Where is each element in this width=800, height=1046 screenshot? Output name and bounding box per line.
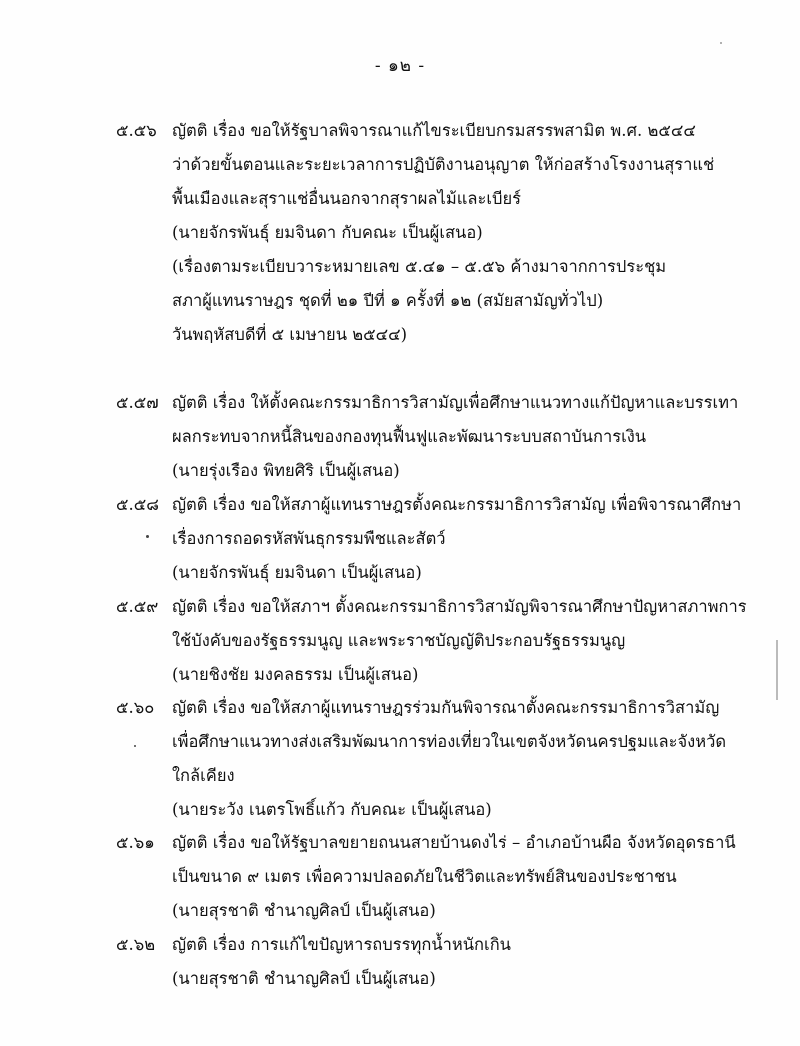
item-text-line: พื้นเมืองและสุราแช่อื่นนอกจากสุราผลไม้และเบียร์ [172, 189, 521, 208]
item-proposer: (นายสุรชาติ ชำนาญศิลป์ เป็นผู้เสนอ) [172, 969, 436, 988]
item-note-line: สภาผู้แทนราษฎร ชุดที่ ๒๑ ปีที่ ๑ ครั้งที่ ๑๒ (สมัยสามัญทั่วไป) [172, 291, 604, 310]
item-title: ญัตติ เรื่อง ขอให้สภาฯ ตั้งคณะกรรมาธิการวิสามัญพิจารณาศึกษาปัญหาสภาพการ [172, 597, 747, 616]
agenda-item [116, 590, 747, 692]
item-proposer: (นายระวัง เนตรโพธิ์แก้ว กับคณะ เป็นผู้เสนอ) [172, 800, 492, 819]
item-proposer: (นายจักรพันธุ์ ยมจินดา เป็นผู้เสนอ) [172, 563, 422, 582]
scan-speck [720, 42, 722, 44]
agenda-item [116, 488, 742, 590]
item-note-line: วันพฤหัสบดีที่ ๕ เมษายน ๒๕๔๔) [172, 325, 408, 344]
item-text-line: ใกล้เคียง [172, 766, 235, 785]
item-number: ๕.๕๗ [116, 393, 159, 412]
item-title: ญัตติ เรื่อง ขอให้รัฐบาลขยายถนนสายบ้านดงไร่ – อำเภอบ้านผือ จังหวัดอุดรธานี [172, 833, 736, 852]
item-title: ญัตติ เรื่อง ขอให้สภาผู้แทนราษฎรร่วมกันพิจารณาตั้งคณะกรรมาธิการวิสามัญ [172, 698, 720, 717]
item-title: ญัตติ เรื่อง การแก้ไขปัญหารถบรรทุกน้ำหนักเกิน [172, 935, 511, 954]
item-number: ๕.๖๐ [116, 698, 155, 717]
item-number: ๕.๕๘ [116, 495, 159, 514]
item-title: ญัตติ เรื่อง ขอให้สภาผู้แทนราษฎรตั้งคณะกรรมาธิการวิสามัญ เพื่อพิจารณาศึกษา [172, 495, 742, 514]
agenda-item [116, 386, 739, 488]
item-proposer: (นายชิงชัย มงคลธรรม เป็นผู้เสนอ) [172, 665, 419, 684]
item-text-line: ว่าด้วยขั้นตอนและระยะเวลาการปฏิบัติงานอนุญาต ให้ก่อสร้างโรงงานสุราแช่ [172, 155, 715, 174]
item-note-line: (เรื่องตามระเบียบวาระหมายเลข ๕.๔๑ – ๕.๕๖ ค้างมาจากการประชุม [172, 257, 667, 276]
agenda-item [116, 691, 736, 827]
item-text-line: เรื่องการถอดรหัสพันธุกรรมพืชและสัตว์ [172, 529, 446, 548]
item-text-line: เพื่อศึกษาแนวทางส่งเสริมพัฒนาการท่องเที่ยวในเขตจังหวัดนครปฐมและจังหวัด [172, 732, 727, 751]
item-text-line: เป็นขนาด ๙ เมตร เพื่อความปลอดภัยในชีวิตและทรัพย์สินของประชาชน [172, 867, 677, 886]
page-number: - ๑๒ - [374, 56, 426, 76]
item-proposer: (นายสุรชาติ ชำนาญศิลป์ เป็นผู้เสนอ) [172, 901, 436, 920]
item-title: ญัตติ เรื่อง ขอให้รัฐบาลพิจารณาแก้ไขระเบียบกรมสรรพสามิต พ.ศ. ๒๕๔๔ [172, 121, 696, 140]
agenda-item [116, 928, 736, 996]
item-text-line: ผลกระทบจากหนี้สินของกองทุนฟื้นฟูและพัฒนาระบบสถาบันการเงิน [172, 427, 647, 446]
item-proposer: (นายจักรพันธุ์ ยมจินดา กับคณะ เป็นผู้เสนอ) [172, 223, 483, 242]
item-proposer: (นายรุ่งเรือง พิทยศิริ เป็นผู้เสนอ) [172, 461, 400, 480]
agenda-item [116, 114, 736, 352]
scan-edge-mark [776, 640, 778, 700]
item-number: ๕.๕๖ [116, 121, 157, 140]
item-number: ๕.๖๑ [116, 833, 155, 852]
agenda-item [116, 826, 736, 928]
item-number: ๕.๕๙ [116, 597, 159, 616]
item-title: ญัตติ เรื่อง ให้ตั้งคณะกรรมาธิการวิสามัญเพื่อศึกษาแนวทางแก้ปัญหาและบรรเทา [172, 393, 739, 412]
item-text-line: ใช้บังคับของรัฐธรรมนูญ และพระราชบัญญัติประกอบรัฐธรรมนูญ [172, 631, 626, 650]
item-number: ๕.๖๒ [116, 935, 156, 954]
